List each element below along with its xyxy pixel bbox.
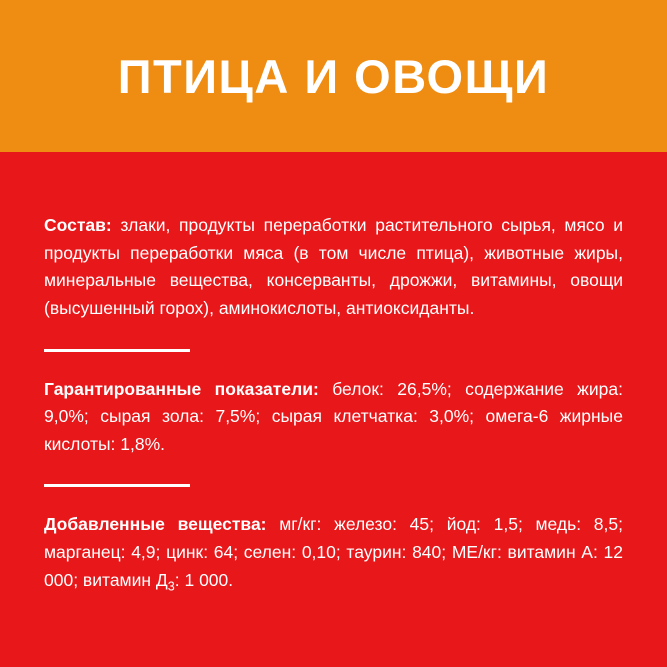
added-substances-section	[44, 511, 623, 597]
composition-text	[44, 212, 623, 323]
label-header	[0, 0, 667, 152]
added-substances-text	[44, 511, 623, 597]
added-substances-value: мг/кг: железо: 45; йод: 1,5; медь: 8,5; марганец: 4,9; цинк: 64; селен: 0,10; таурин: 840; МЕ/кг: витамин А: 12 000; витамин Д	[44, 514, 623, 590]
guaranteed-analysis-section	[44, 376, 623, 459]
label-body	[0, 152, 667, 667]
composition-value: злаки, продукты переработки растительного сырья, мясо и продукты переработки мяса (в том числе птица), животные жиры, минеральные вещества, консерванты, дрожжи, витамины, овощи (высушенный горох), аминокислоты, антиоксиданты.	[44, 215, 623, 318]
added-substances-label: Добавленные вещества:	[44, 514, 267, 535]
guaranteed-analysis-value: белок: 26,5%; содержание жира: 9,0%; сырая зола: 7,5%; сырая клетчатка: 3,0%; омега-6 жирные кислоты: 1,8%.	[44, 378, 623, 454]
composition-label: Состав:	[44, 215, 112, 235]
guaranteed-analysis-text	[44, 376, 623, 459]
added-substances-value-tail: : 1 000.	[174, 569, 234, 590]
divider-1	[44, 349, 190, 352]
divider-2	[44, 484, 190, 487]
guaranteed-analysis-label: Гарантированные показатели:	[44, 378, 319, 399]
page-title: ПТИЦА И ОВОЩИ	[117, 49, 550, 103]
composition-section	[44, 212, 623, 323]
vitamin-d3-subscript: 3	[167, 579, 175, 594]
